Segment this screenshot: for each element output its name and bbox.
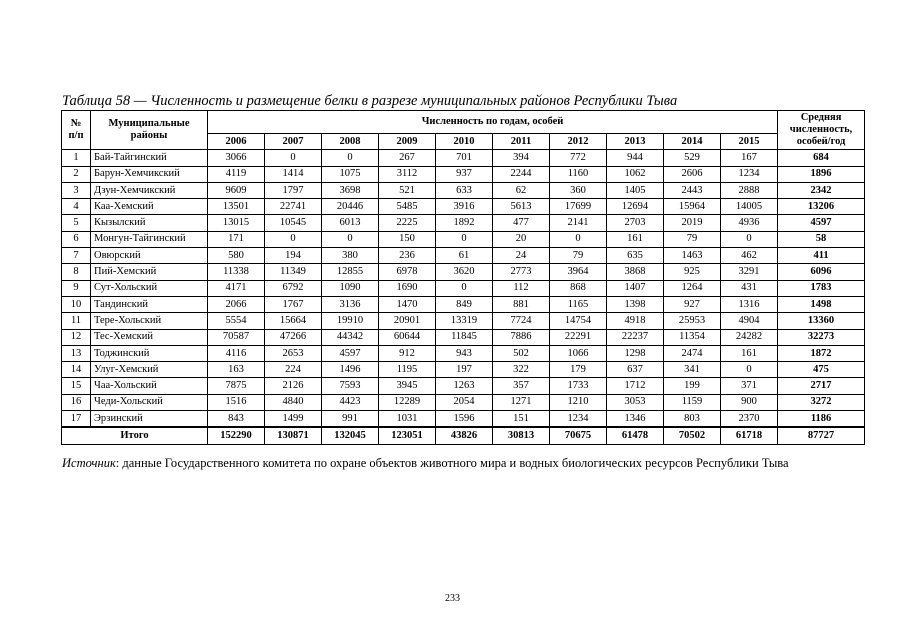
year-value: 12855 bbox=[322, 264, 379, 280]
year-value: 529 bbox=[664, 150, 721, 166]
year-value: 637 bbox=[607, 362, 664, 378]
average-value: 684 bbox=[778, 150, 865, 166]
table-row bbox=[62, 199, 865, 215]
year-value: 22291 bbox=[550, 329, 607, 345]
year-value: 1165 bbox=[550, 296, 607, 312]
year-value: 477 bbox=[493, 215, 550, 231]
year-value: 161 bbox=[721, 345, 778, 361]
year-value: 6792 bbox=[265, 280, 322, 296]
year-value: 1767 bbox=[265, 296, 322, 312]
year-value: 22237 bbox=[607, 329, 664, 345]
year-value: 199 bbox=[664, 378, 721, 394]
year-value: 900 bbox=[721, 394, 778, 410]
year-value: 1892 bbox=[436, 215, 493, 231]
year-value: 580 bbox=[208, 248, 265, 264]
year-value: 2653 bbox=[265, 345, 322, 361]
year-value: 4423 bbox=[322, 394, 379, 410]
year-value: 12694 bbox=[607, 199, 664, 215]
year-value: 991 bbox=[322, 411, 379, 428]
header-district: Муниципальные районы bbox=[91, 111, 208, 150]
year-value: 3620 bbox=[436, 264, 493, 280]
year-value: 3136 bbox=[322, 296, 379, 312]
row-number: 17 bbox=[62, 411, 91, 428]
year-value: 25953 bbox=[664, 313, 721, 329]
year-value: 6013 bbox=[322, 215, 379, 231]
table-row bbox=[62, 166, 865, 182]
year-value: 2225 bbox=[379, 215, 436, 231]
year-value: 0 bbox=[721, 362, 778, 378]
year-value: 2443 bbox=[664, 182, 721, 198]
year-value: 943 bbox=[436, 345, 493, 361]
year-value: 360 bbox=[550, 182, 607, 198]
year-value: 10545 bbox=[265, 215, 322, 231]
year-value: 0 bbox=[322, 231, 379, 247]
year-value: 1516 bbox=[208, 394, 265, 410]
year-value: 462 bbox=[721, 248, 778, 264]
year-value: 15664 bbox=[265, 313, 322, 329]
average-value: 1186 bbox=[778, 411, 865, 428]
year-value: 1398 bbox=[607, 296, 664, 312]
year-value: 20446 bbox=[322, 199, 379, 215]
year-value: 431 bbox=[721, 280, 778, 296]
year-value: 1470 bbox=[379, 296, 436, 312]
year-value: 179 bbox=[550, 362, 607, 378]
year-value: 1075 bbox=[322, 166, 379, 182]
row-number: 4 bbox=[62, 199, 91, 215]
district-name: Тере-Хольский bbox=[91, 313, 208, 329]
header-year: 2014 bbox=[664, 134, 721, 150]
year-value: 1264 bbox=[664, 280, 721, 296]
year-value: 4936 bbox=[721, 215, 778, 231]
year-value: 11354 bbox=[664, 329, 721, 345]
year-value: 7875 bbox=[208, 378, 265, 394]
year-value: 341 bbox=[664, 362, 721, 378]
year-value: 7593 bbox=[322, 378, 379, 394]
year-value: 843 bbox=[208, 411, 265, 428]
district-name: Монгун-Тайгинский bbox=[91, 231, 208, 247]
year-value: 0 bbox=[322, 150, 379, 166]
year-value: 112 bbox=[493, 280, 550, 296]
total-year-value: 130871 bbox=[265, 427, 322, 444]
year-value: 1690 bbox=[379, 280, 436, 296]
table-row bbox=[62, 296, 865, 312]
table-row bbox=[62, 378, 865, 394]
year-value: 7724 bbox=[493, 313, 550, 329]
table-row bbox=[62, 362, 865, 378]
district-name: Овюрский bbox=[91, 248, 208, 264]
district-name: Чаа-Хольский bbox=[91, 378, 208, 394]
year-value: 1316 bbox=[721, 296, 778, 312]
year-value: 2606 bbox=[664, 166, 721, 182]
year-value: 1210 bbox=[550, 394, 607, 410]
year-value: 1346 bbox=[607, 411, 664, 428]
total-year-value: 61718 bbox=[721, 427, 778, 444]
total-average-value: 87727 bbox=[778, 427, 865, 444]
year-value: 61 bbox=[436, 248, 493, 264]
year-value: 868 bbox=[550, 280, 607, 296]
year-value: 357 bbox=[493, 378, 550, 394]
row-number: 12 bbox=[62, 329, 91, 345]
table-row bbox=[62, 345, 865, 361]
row-number: 10 bbox=[62, 296, 91, 312]
header-year: 2007 bbox=[265, 134, 322, 150]
year-value: 927 bbox=[664, 296, 721, 312]
average-value: 475 bbox=[778, 362, 865, 378]
source-note bbox=[62, 456, 789, 470]
year-value: 1271 bbox=[493, 394, 550, 410]
table-row bbox=[62, 394, 865, 410]
year-value: 197 bbox=[436, 362, 493, 378]
year-value: 1159 bbox=[664, 394, 721, 410]
year-value: 13319 bbox=[436, 313, 493, 329]
year-value: 24282 bbox=[721, 329, 778, 345]
year-value: 9609 bbox=[208, 182, 265, 198]
header-number: № п/п bbox=[62, 111, 91, 150]
year-value: 20901 bbox=[379, 313, 436, 329]
year-value: 22741 bbox=[265, 199, 322, 215]
year-value: 881 bbox=[493, 296, 550, 312]
table-row bbox=[62, 329, 865, 345]
year-value: 60644 bbox=[379, 329, 436, 345]
year-value: 236 bbox=[379, 248, 436, 264]
year-value: 11349 bbox=[265, 264, 322, 280]
year-value: 15964 bbox=[664, 199, 721, 215]
year-value: 47266 bbox=[265, 329, 322, 345]
table-row bbox=[62, 215, 865, 231]
average-value: 3272 bbox=[778, 394, 865, 410]
squirrel-population-table bbox=[61, 110, 865, 445]
table-row bbox=[62, 411, 865, 428]
year-value: 1463 bbox=[664, 248, 721, 264]
district-name: Улуг-Хемский bbox=[91, 362, 208, 378]
district-name: Каа-Хемский bbox=[91, 199, 208, 215]
year-value: 3066 bbox=[208, 150, 265, 166]
table-row bbox=[62, 264, 865, 280]
table-body bbox=[62, 150, 865, 444]
average-value: 4597 bbox=[778, 215, 865, 231]
year-value: 11338 bbox=[208, 264, 265, 280]
year-value: 2054 bbox=[436, 394, 493, 410]
year-value: 171 bbox=[208, 231, 265, 247]
district-name: Пий-Хемский bbox=[91, 264, 208, 280]
header-average: Средняя численность, особей/год bbox=[778, 111, 865, 150]
page-number: 233 bbox=[445, 593, 460, 604]
year-value: 194 bbox=[265, 248, 322, 264]
year-value: 2773 bbox=[493, 264, 550, 280]
year-value: 371 bbox=[721, 378, 778, 394]
year-value: 322 bbox=[493, 362, 550, 378]
total-row bbox=[62, 427, 865, 444]
district-name: Дзун-Хемчикский bbox=[91, 182, 208, 198]
year-value: 912 bbox=[379, 345, 436, 361]
total-year-value: 123051 bbox=[379, 427, 436, 444]
header-year: 2009 bbox=[379, 134, 436, 150]
table-row bbox=[62, 280, 865, 296]
year-value: 1234 bbox=[550, 411, 607, 428]
year-value: 701 bbox=[436, 150, 493, 166]
header-year: 2011 bbox=[493, 134, 550, 150]
average-value: 1498 bbox=[778, 296, 865, 312]
row-number: 1 bbox=[62, 150, 91, 166]
row-number: 14 bbox=[62, 362, 91, 378]
year-value: 1160 bbox=[550, 166, 607, 182]
table-row bbox=[62, 313, 865, 329]
district-name: Барун-Хемчикский bbox=[91, 166, 208, 182]
year-value: 2244 bbox=[493, 166, 550, 182]
year-value: 12289 bbox=[379, 394, 436, 410]
year-value: 635 bbox=[607, 248, 664, 264]
average-value: 2717 bbox=[778, 378, 865, 394]
row-number: 5 bbox=[62, 215, 91, 231]
year-value: 2703 bbox=[607, 215, 664, 231]
year-value: 849 bbox=[436, 296, 493, 312]
header-year: 2015 bbox=[721, 134, 778, 150]
header-year: 2006 bbox=[208, 134, 265, 150]
year-value: 502 bbox=[493, 345, 550, 361]
total-year-value: 61478 bbox=[607, 427, 664, 444]
year-value: 0 bbox=[265, 231, 322, 247]
year-value: 2019 bbox=[664, 215, 721, 231]
year-value: 1407 bbox=[607, 280, 664, 296]
district-name: Бай-Тайгинский bbox=[91, 150, 208, 166]
year-value: 1733 bbox=[550, 378, 607, 394]
year-value: 44342 bbox=[322, 329, 379, 345]
district-name: Эрзинский bbox=[91, 411, 208, 428]
district-name: Тоджинский bbox=[91, 345, 208, 361]
year-value: 167 bbox=[721, 150, 778, 166]
year-value: 0 bbox=[550, 231, 607, 247]
year-value: 2474 bbox=[664, 345, 721, 361]
year-value: 1234 bbox=[721, 166, 778, 182]
year-value: 1263 bbox=[436, 378, 493, 394]
year-value: 1066 bbox=[550, 345, 607, 361]
year-value: 4171 bbox=[208, 280, 265, 296]
year-value: 0 bbox=[436, 280, 493, 296]
table-row bbox=[62, 248, 865, 264]
year-value: 1090 bbox=[322, 280, 379, 296]
header-year: 2010 bbox=[436, 134, 493, 150]
year-value: 3291 bbox=[721, 264, 778, 280]
year-value: 13015 bbox=[208, 215, 265, 231]
table-row bbox=[62, 182, 865, 198]
table-row bbox=[62, 150, 865, 166]
row-number: 2 bbox=[62, 166, 91, 182]
year-value: 17699 bbox=[550, 199, 607, 215]
year-value: 1405 bbox=[607, 182, 664, 198]
year-value: 224 bbox=[265, 362, 322, 378]
year-value: 2126 bbox=[265, 378, 322, 394]
year-value: 772 bbox=[550, 150, 607, 166]
year-value: 1062 bbox=[607, 166, 664, 182]
row-number: 8 bbox=[62, 264, 91, 280]
year-value: 5485 bbox=[379, 199, 436, 215]
total-year-value: 43826 bbox=[436, 427, 493, 444]
row-number: 11 bbox=[62, 313, 91, 329]
year-value: 163 bbox=[208, 362, 265, 378]
average-value: 1896 bbox=[778, 166, 865, 182]
header-year: 2012 bbox=[550, 134, 607, 150]
year-value: 11845 bbox=[436, 329, 493, 345]
row-number: 16 bbox=[62, 394, 91, 410]
district-name: Чеди-Хольский bbox=[91, 394, 208, 410]
total-label: Итого bbox=[62, 427, 208, 444]
year-value: 19910 bbox=[322, 313, 379, 329]
year-value: 1596 bbox=[436, 411, 493, 428]
district-name: Тес-Хемский bbox=[91, 329, 208, 345]
source-label: Источник bbox=[62, 456, 116, 470]
year-value: 14005 bbox=[721, 199, 778, 215]
average-value: 6096 bbox=[778, 264, 865, 280]
year-value: 4918 bbox=[607, 313, 664, 329]
year-value: 0 bbox=[436, 231, 493, 247]
average-value: 32273 bbox=[778, 329, 865, 345]
year-value: 803 bbox=[664, 411, 721, 428]
year-value: 2370 bbox=[721, 411, 778, 428]
year-value: 1298 bbox=[607, 345, 664, 361]
year-value: 3945 bbox=[379, 378, 436, 394]
average-value: 411 bbox=[778, 248, 865, 264]
source-text: : данные Государственного комитета по охране объектов животного мира и водных биологических ресурсов Республики Тыва bbox=[115, 456, 789, 470]
header-years-group: Численность по годам, особей bbox=[208, 111, 778, 134]
year-value: 3964 bbox=[550, 264, 607, 280]
row-number: 15 bbox=[62, 378, 91, 394]
year-value: 3916 bbox=[436, 199, 493, 215]
year-value: 7886 bbox=[493, 329, 550, 345]
total-year-value: 30813 bbox=[493, 427, 550, 444]
year-value: 1496 bbox=[322, 362, 379, 378]
year-value: 3868 bbox=[607, 264, 664, 280]
year-value: 6978 bbox=[379, 264, 436, 280]
average-value: 13206 bbox=[778, 199, 865, 215]
year-value: 1499 bbox=[265, 411, 322, 428]
year-value: 3112 bbox=[379, 166, 436, 182]
row-number: 6 bbox=[62, 231, 91, 247]
table-row bbox=[62, 231, 865, 247]
year-value: 925 bbox=[664, 264, 721, 280]
average-value: 13360 bbox=[778, 313, 865, 329]
year-value: 267 bbox=[379, 150, 436, 166]
year-value: 1414 bbox=[265, 166, 322, 182]
year-value: 14754 bbox=[550, 313, 607, 329]
year-value: 1195 bbox=[379, 362, 436, 378]
year-value: 20 bbox=[493, 231, 550, 247]
year-value: 3053 bbox=[607, 394, 664, 410]
year-value: 380 bbox=[322, 248, 379, 264]
year-value: 79 bbox=[550, 248, 607, 264]
year-value: 1031 bbox=[379, 411, 436, 428]
year-value: 0 bbox=[265, 150, 322, 166]
year-value: 4116 bbox=[208, 345, 265, 361]
year-value: 161 bbox=[607, 231, 664, 247]
total-year-value: 152290 bbox=[208, 427, 265, 444]
year-value: 2066 bbox=[208, 296, 265, 312]
year-value: 13501 bbox=[208, 199, 265, 215]
year-value: 1797 bbox=[265, 182, 322, 198]
year-value: 62 bbox=[493, 182, 550, 198]
row-number: 9 bbox=[62, 280, 91, 296]
year-value: 4840 bbox=[265, 394, 322, 410]
year-value: 521 bbox=[379, 182, 436, 198]
year-value: 5554 bbox=[208, 313, 265, 329]
year-value: 937 bbox=[436, 166, 493, 182]
year-value: 633 bbox=[436, 182, 493, 198]
average-value: 58 bbox=[778, 231, 865, 247]
table-caption: Таблица 58 — Численность и размещение белки в разрезе муниципальных районов Республики Тыва bbox=[62, 93, 678, 109]
year-value: 1712 bbox=[607, 378, 664, 394]
average-value: 2342 bbox=[778, 182, 865, 198]
year-value: 2141 bbox=[550, 215, 607, 231]
district-name: Тандинский bbox=[91, 296, 208, 312]
district-name: Сут-Хольский bbox=[91, 280, 208, 296]
year-value: 944 bbox=[607, 150, 664, 166]
header-year: 2008 bbox=[322, 134, 379, 150]
year-value: 5613 bbox=[493, 199, 550, 215]
year-value: 150 bbox=[379, 231, 436, 247]
year-value: 24 bbox=[493, 248, 550, 264]
year-value: 394 bbox=[493, 150, 550, 166]
year-value: 4597 bbox=[322, 345, 379, 361]
average-value: 1783 bbox=[778, 280, 865, 296]
district-name: Кызылский bbox=[91, 215, 208, 231]
row-number: 7 bbox=[62, 248, 91, 264]
row-number: 3 bbox=[62, 182, 91, 198]
total-year-value: 132045 bbox=[322, 427, 379, 444]
year-value: 4119 bbox=[208, 166, 265, 182]
year-value: 0 bbox=[721, 231, 778, 247]
year-value: 79 bbox=[664, 231, 721, 247]
row-number: 13 bbox=[62, 345, 91, 361]
total-year-value: 70675 bbox=[550, 427, 607, 444]
year-value: 70587 bbox=[208, 329, 265, 345]
total-year-value: 70502 bbox=[664, 427, 721, 444]
header-year: 2013 bbox=[607, 134, 664, 150]
year-value: 151 bbox=[493, 411, 550, 428]
year-value: 4904 bbox=[721, 313, 778, 329]
year-value: 2888 bbox=[721, 182, 778, 198]
year-value: 3698 bbox=[322, 182, 379, 198]
average-value: 1872 bbox=[778, 345, 865, 361]
